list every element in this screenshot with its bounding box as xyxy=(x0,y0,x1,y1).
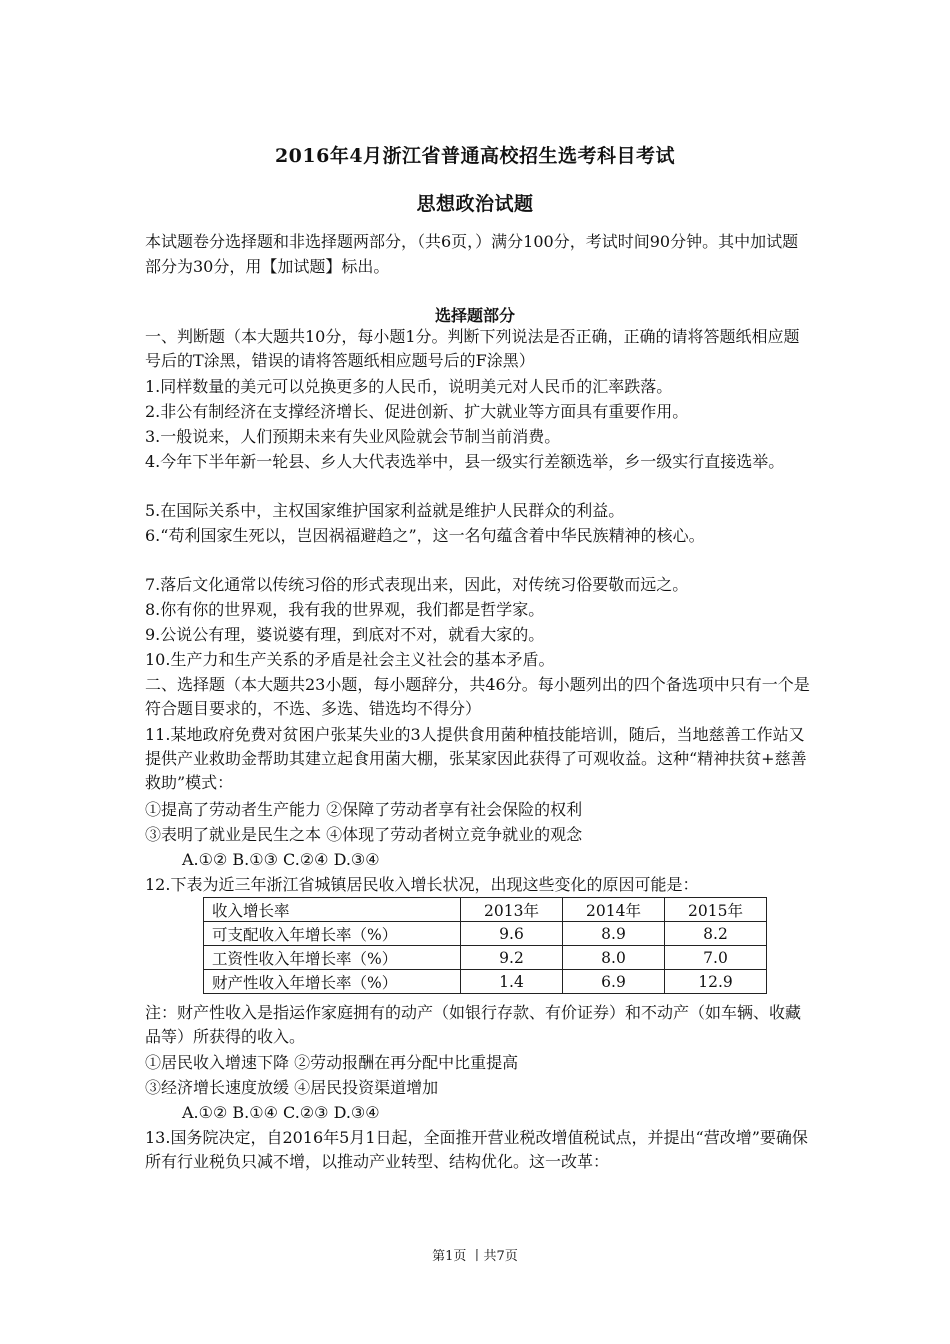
table-header-cell: 2013年 xyxy=(461,898,563,922)
section-title: 选择题部分 xyxy=(434,306,515,325)
judgement-item: 7.落后文化通常以传统习俗的形式表现出来，因此，对传统习俗要敬而远之。 xyxy=(145,575,689,594)
exam-subtitle: 思想政治试题 xyxy=(416,193,534,215)
q13-stem: 13.国务院决定，自2016年5月1日起，全面推开营业税改增值税试点，并提出“营改增”要确保所有行业税负只减不增，以推动产业转型、结构优化。这一改革： xyxy=(145,1128,808,1171)
q12-items-b: ③经济增长速度放缓 ④居民投资渠道增加 xyxy=(145,1078,439,1097)
table-header-cell: 2015年 xyxy=(665,898,767,922)
exam-intro: 本试题卷分选择题和非选择题两部分，（共6页，）满分100分，考试时间90分钟。其中加试题部分为30分，用【加试题】标出。 xyxy=(145,232,799,276)
table-cell: 财产性收入年增长率（%） xyxy=(204,970,461,994)
q11-choices: A.①② B.①③ C.②④ D.③④ xyxy=(182,850,380,869)
q12-stem: 12.下表为近三年浙江省城镇居民收入增长状况，出现这些变化的原因可能是： xyxy=(145,875,699,894)
table-cell: 12.9 xyxy=(665,970,767,994)
table-row xyxy=(204,946,767,970)
part1-heading: 一、判断题（本大题共10分，每小题1分。判断下列说法是否正确，正确的请将答题纸相应题号后的T涂黑，错误的请将答题纸相应题号后的F涂黑） xyxy=(145,327,800,370)
q11-items-b: ③表明了就业是民生之本 ④体现了劳动者树立竞争就业的观念 xyxy=(145,825,583,844)
table-cell: 可支配收入年增长率（%） xyxy=(204,922,461,946)
part2-heading: 二、选择题（本大题共23小题，每小题辞分，共46分。每小题列出的四个备选项中只有一个是符合题目要求的，不选、多选、错选均不得分） xyxy=(145,675,810,718)
table-header-row xyxy=(204,898,767,922)
judgement-item: 8.你有你的世界观，我有我的世界观，我们都是哲学家。 xyxy=(145,600,545,619)
q11-items-a: ①提高了劳动者生产能力 ②保障了劳动者享有社会保险的权利 xyxy=(145,800,583,819)
judgement-item: 4.今年下半年新一轮县、乡人大代表选举中，县一级实行差额选举，乡一级实行直接选举。 xyxy=(145,452,785,471)
table-cell: 9.2 xyxy=(461,946,563,970)
table-cell: 8.0 xyxy=(563,946,665,970)
table-cell: 8.9 xyxy=(563,922,665,946)
judgement-item: 2.非公有制经济在支撑经济增长、促进创新、扩大就业等方面具有重要作用。 xyxy=(145,402,689,421)
income-table xyxy=(203,897,767,994)
table-header-cell: 2014年 xyxy=(563,898,665,922)
q12-items-a: ①居民收入增速下降 ②劳动报酬在再分配中比重提高 xyxy=(145,1053,519,1072)
judgement-item: 1.同样数量的美元可以兑换更多的人民币，说明美元对人民币的汇率跌落。 xyxy=(145,377,673,396)
table-row xyxy=(204,970,767,994)
table-cell: 8.2 xyxy=(665,922,767,946)
judgement-item: 9.公说公有理，婆说婆有理，到底对不对，就看大家的。 xyxy=(145,625,545,644)
judgement-item: 10.生产力和生产关系的矛盾是社会主义社会的基本矛盾。 xyxy=(145,650,555,669)
judgement-item: 6.“苟利国家生死以，岂因祸福避趋之”，这一名句蕴含着中华民族精神的核心。 xyxy=(145,526,705,545)
judgement-item: 3.一般说来，人们预期未来有失业风险就会节制当前消费。 xyxy=(145,427,561,446)
page-footer: 第1页 丨共7页 xyxy=(432,1249,518,1264)
table-cell: 1.4 xyxy=(461,970,563,994)
exam-title: 2016年4月浙江省普通高校招生选考科目考试 xyxy=(274,145,676,167)
table-cell: 工资性收入年增长率（%） xyxy=(204,946,461,970)
table-header-cell: 收入增长率 xyxy=(204,898,461,922)
q11-stem: 11.某地政府免费对贫困户张某失业的3人提供食用菌种植技能培训，随后，当地慈善工作站又提供产业救助金帮助其建立起食用菌大棚，张某家因此获得了可观收益。这种“精神扶贫+慈善救助”模式： xyxy=(145,725,807,792)
q12-note: 注：财产性收入是指运作家庭拥有的动产（如银行存款、有价证券）和不动产（如车辆、收藏品等）所获得的收入。 xyxy=(145,1003,802,1046)
table-row xyxy=(204,922,767,946)
judgement-item: 5.在国际关系中，主权国家维护国家利益就是维护人民群众的利益。 xyxy=(145,501,625,520)
table-cell: 6.9 xyxy=(563,970,665,994)
table-cell: 9.6 xyxy=(461,922,563,946)
table-cell: 7.0 xyxy=(665,946,767,970)
q12-choices: A.①② B.①④ C.②③ D.③④ xyxy=(182,1103,380,1122)
